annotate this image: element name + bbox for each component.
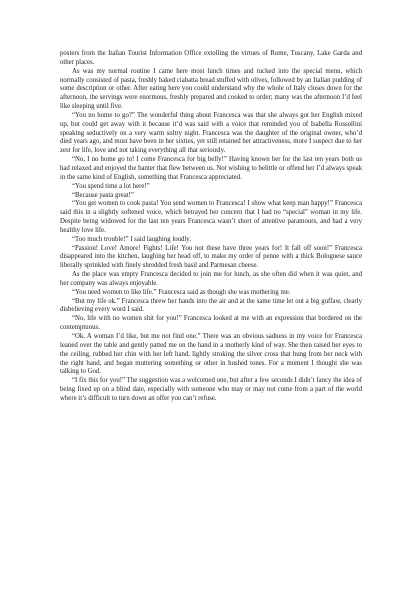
- paragraph-9: “Passion! Love! Amore! Fights! Life! You not these have three years for! It fall off soon!” Francesca disappeared into the kitchen, laughing her head off, to make my order of penne with a thick Bolognese sauce liberally sprinkled with finely shredded fresh basil and Parmesan cheese.: [60, 244, 362, 270]
- paragraph-4: “No, I no home go to! I come Francesca for big belly!” Having known her for the last ten years both us had relaxed and enjoyed the banter that flew between us. Not wishing to belittle or offend her I’d always speak in the same kind of English, something that Francesca appreciated.: [60, 156, 362, 181]
- paragraph-12: “But my life ok.” Francesca threw her hands into the air and at the same time let out a big guffaw, clearly disbelieving every word I said.: [60, 297, 362, 314]
- paragraph-14: “Ok. A woman I’d like, but me not find one.” There was an obvious sadness in my voice for Francesca leaned over the table and gently patted me on the hand in a motherly kind of way. She then raised her eyes to the ceiling, rubbed her chin with her left hand, lightly stroking the silver cross that hung from her neck with the right hand, and began muttering something or other in hushed tones. For a moment I thought she was talking to God.: [60, 333, 362, 376]
- paragraph-13: “No, life with no women shit for you!” Francesca looked at me with an expression that bordered on the contemptuous.: [60, 315, 362, 332]
- paragraph-10: As the place was empty Francesca decided to join me for lunch, as she often did when it was quiet, and her company was always enjoyable.: [60, 271, 362, 287]
- paragraph-3: “You no home to go?” The wonderful thing about Francesca was that she always got her English mixed up, but could get away with it because it’d was said with a voice that reminded you of Isabella Rossollini speaking seductively on a very warm sultry night. Francesca was the daughter of the original owner, who’d died years ago, and must have been in her sixties, yet still retained her attractiveness, more I suspect due to her zest for life, love and not taking everything all that seriously.: [60, 111, 362, 155]
- paragraph-7: “You get women to cook pasta! You send women to Francesca! I show what keep man happy!” Francesca said this in a slightly softened voice, which betrayed her concern that I had no “special” woman in my life. Despite being widowed for the last ten years Francesca wasn’t short of attentive paramours, and had a very healthy love life.: [60, 200, 362, 234]
- paragraph-15: “I fix this for you!” The suggestion was a welcomed one, but after a few seconds I didn’t fancy the idea of being fixed up on a blind date, especially with someone who may or may not come from a part of the world where it’s difficult to turn down an offer you can’t refuse.: [60, 377, 362, 402]
- paragraph-8: “Too much trouble!” I said laughing loudly.: [72, 235, 191, 243]
- paragraph-2: As was my normal routine I came here most lunch times and tucked into the special menu, which normally consisted of pasta, freshly baked ciabatta bread stuffed with olives, followed by an Italian pudding of some description or other. After eating here you could understand why the whole of Italy closes down for the afternoon, the servings were enormous, freshly prepared and cooked to order; many was the afternoon I’d feel like sleeping until five.: [60, 67, 362, 111]
- paragraph-6: “Because pasta great!”: [72, 191, 134, 199]
- paragraph-5: “You spend time a lot here!”: [72, 182, 150, 190]
- paragraph-11: “You need women to like life.” Francesca said as though she was mothering me.: [72, 288, 291, 296]
- document-page: [60, 50, 362, 404]
- paragraph-1: posters from the Italian Tourist Information Office extolling the virtues of Rome, Tuscany, Lake Garda and other places.: [60, 50, 362, 66]
